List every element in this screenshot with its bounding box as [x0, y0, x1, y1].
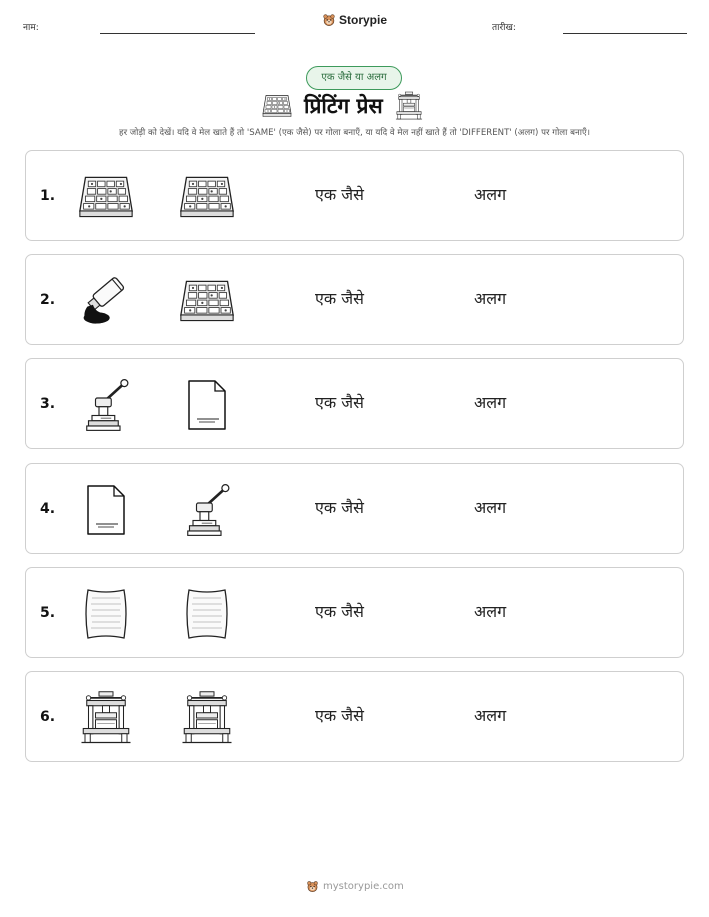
question-number: 1.	[40, 187, 56, 204]
printing-press-icon	[78, 690, 134, 746]
question-row	[25, 671, 684, 762]
different-option[interactable]: अलग	[474, 602, 507, 621]
different-option[interactable]: अलग	[474, 185, 507, 204]
question-number: 3.	[40, 395, 56, 412]
name-input-line[interactable]	[100, 33, 255, 34]
same-option[interactable]: एक जैसे	[315, 393, 364, 412]
different-option[interactable]: अलग	[474, 706, 507, 725]
type-tray-icon	[179, 169, 235, 225]
footer-url: mystorypie.com	[323, 881, 404, 892]
question-row	[25, 567, 684, 658]
ink-tube-icon	[78, 273, 134, 329]
brand-logo	[322, 13, 387, 27]
right-picture	[179, 273, 235, 329]
left-picture	[78, 586, 134, 642]
footer	[306, 880, 404, 893]
mascot-icon	[306, 880, 319, 893]
type-tray-icon	[179, 273, 235, 329]
date-label: तारीख:	[492, 23, 516, 33]
question-number: 5.	[40, 604, 56, 621]
brand-name: Storypie	[339, 13, 388, 27]
paper-sheet-icon	[78, 482, 134, 538]
left-picture	[78, 482, 134, 538]
question-number: 4.	[40, 500, 56, 517]
left-picture	[78, 377, 134, 433]
same-option[interactable]: एक जैसे	[315, 602, 364, 621]
same-option[interactable]: एक जैसे	[315, 185, 364, 204]
same-option[interactable]: एक जैसे	[315, 498, 364, 517]
worksheet-type-tag: एक जैसे या अलग	[306, 66, 402, 90]
right-picture	[179, 482, 235, 538]
same-option[interactable]: एक जैसे	[315, 706, 364, 725]
type-tray-icon	[78, 169, 134, 225]
stamp-press-icon	[78, 377, 134, 433]
worksheet-header	[0, 0, 709, 40]
paper-sheet-icon	[179, 377, 235, 433]
right-picture	[179, 690, 235, 746]
title-row	[262, 90, 423, 122]
date-input-line[interactable]	[563, 33, 687, 34]
question-row	[25, 358, 684, 449]
left-picture	[78, 273, 134, 329]
instructions: हर जोड़ी को देखें। यदि वे मेल खाते हैं तो 'SAME' (एक जैसे) पर गोला बनाएँ, या यदि वे मेल नहीं खाते हैं तो 'DIFFERENT' (अलग) पर गोला बनाएँ।	[119, 128, 590, 138]
name-label: नाम:	[23, 23, 39, 33]
right-picture	[179, 169, 235, 225]
question-row	[25, 254, 684, 345]
type-tray-icon	[262, 93, 292, 119]
right-picture	[179, 586, 235, 642]
different-option[interactable]: अलग	[474, 393, 507, 412]
different-option[interactable]: अलग	[474, 498, 507, 517]
question-number: 6.	[40, 708, 56, 725]
question-row	[25, 463, 684, 554]
mascot-icon	[322, 13, 336, 27]
question-number: 2.	[40, 291, 56, 308]
same-option[interactable]: एक जैसे	[315, 289, 364, 308]
different-option[interactable]: अलग	[474, 289, 507, 308]
printing-press-icon	[179, 690, 235, 746]
stamp-press-icon	[179, 482, 235, 538]
printing-press-icon	[395, 91, 423, 121]
question-row	[25, 150, 684, 241]
paper-stack-icon	[78, 586, 134, 642]
right-picture	[179, 377, 235, 433]
paper-stack-icon	[179, 586, 235, 642]
left-picture	[78, 690, 134, 746]
page-title: प्रिंटिंग प्रेस	[304, 94, 383, 118]
left-picture	[78, 169, 134, 225]
